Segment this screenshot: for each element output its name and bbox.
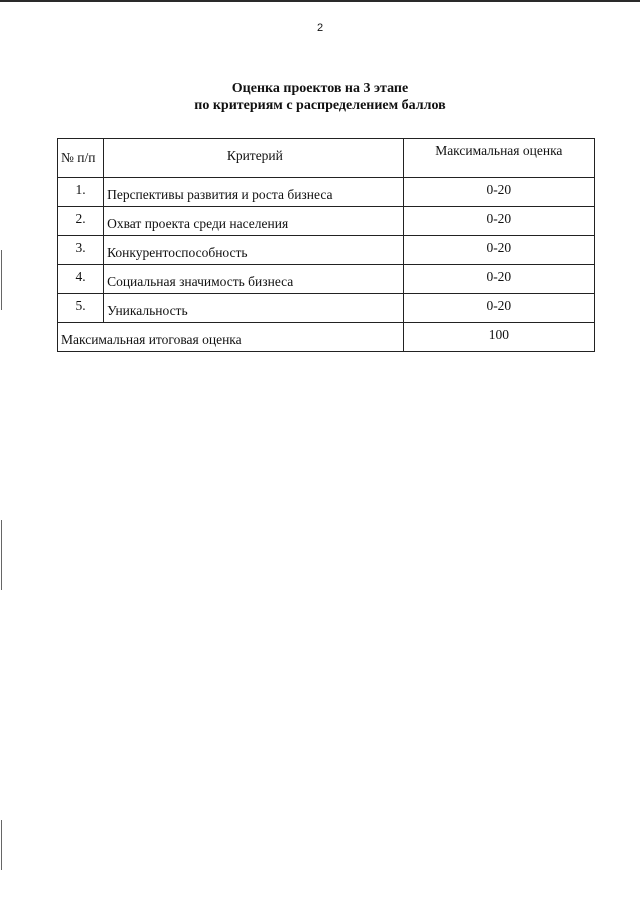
criteria-table	[57, 138, 595, 352]
title-line-2: по критериям с распределением баллов	[194, 98, 446, 113]
table-row	[58, 207, 595, 236]
scan-edge-mark	[1, 520, 2, 590]
row-max-score: 0-20	[403, 236, 594, 265]
header-max-score: Максимальная оценка	[403, 139, 594, 178]
row-max-score: 0-20	[403, 294, 594, 323]
scan-edge-mark	[1, 250, 2, 310]
row-number: 1.	[58, 178, 104, 207]
total-label: Максимальная итоговая оценка	[58, 323, 404, 352]
row-criterion: Уникальность	[104, 294, 404, 323]
table-row	[58, 265, 595, 294]
table-row	[58, 236, 595, 265]
scan-top-edge	[0, 0, 640, 2]
row-criterion: Перспективы развития и роста бизнеса	[104, 178, 404, 207]
table-row	[58, 178, 595, 207]
row-number: 2.	[58, 207, 104, 236]
document-title	[0, 80, 640, 114]
title-line-1: Оценка проектов на 3 этапе	[231, 81, 409, 96]
row-criterion: Социальная значимость бизнеса	[104, 265, 404, 294]
table-row	[58, 294, 595, 323]
scan-edge-mark	[1, 820, 2, 870]
header-number: № п/п	[58, 139, 104, 178]
row-max-score: 0-20	[403, 265, 594, 294]
page-number: 2	[316, 22, 324, 34]
total-value: 100	[403, 323, 594, 352]
row-number: 5.	[58, 294, 104, 323]
row-max-score: 0-20	[403, 207, 594, 236]
row-criterion: Охват проекта среди населения	[104, 207, 404, 236]
row-criterion: Конкурентоспособность	[104, 236, 404, 265]
table-header-row	[58, 139, 595, 178]
table-total-row	[58, 323, 595, 352]
row-number: 4.	[58, 265, 104, 294]
row-number: 3.	[58, 236, 104, 265]
header-criterion: Критерий	[104, 139, 404, 178]
row-max-score: 0-20	[403, 178, 594, 207]
